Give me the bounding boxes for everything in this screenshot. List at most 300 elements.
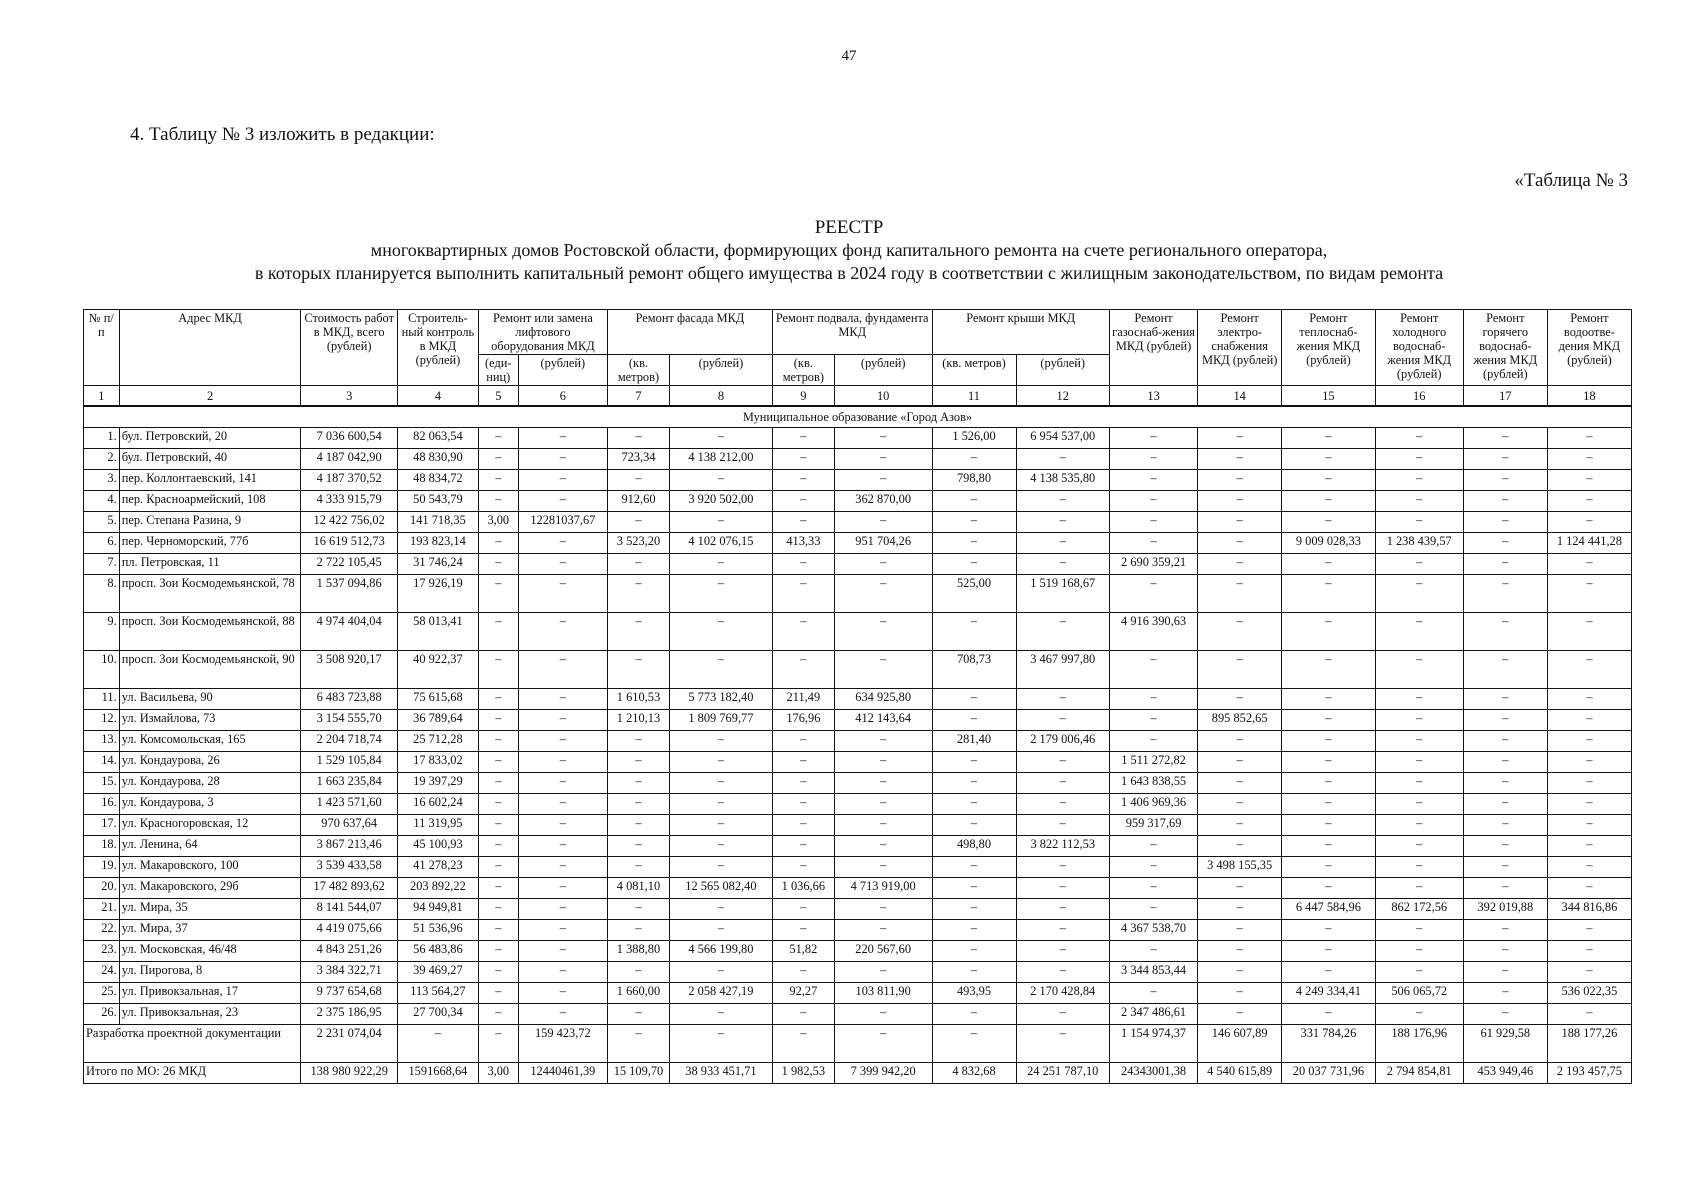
total-row — [84, 1063, 1632, 1084]
table-cell: – — [669, 470, 772, 491]
table-cell: 159 423,72 — [518, 1025, 607, 1063]
row-number: 2. — [84, 449, 120, 470]
table-cell: 1 423 571,60 — [301, 794, 398, 815]
table-cell: 5 773 182,40 — [669, 689, 772, 710]
table-cell: – — [1016, 752, 1109, 773]
table-cell: – — [518, 836, 607, 857]
table-row — [84, 983, 1632, 1004]
table-cell: – — [1282, 575, 1375, 613]
table-cell: – — [1282, 752, 1375, 773]
total-cell: 138 980 922,29 — [301, 1063, 398, 1084]
total-cell: 1591668,64 — [397, 1063, 478, 1084]
table-cell: – — [518, 554, 607, 575]
table-cell: – — [772, 773, 834, 794]
table-cell: – — [608, 428, 670, 449]
row-number: 21. — [84, 899, 120, 920]
table-cell: – — [1016, 449, 1109, 470]
table-cell: – — [518, 920, 607, 941]
total-cell: 453 949,46 — [1463, 1063, 1547, 1084]
table-row — [84, 920, 1632, 941]
table-cell: 2 347 486,61 — [1109, 1004, 1197, 1025]
row-number: 7. — [84, 554, 120, 575]
table-cell: – — [397, 1025, 478, 1063]
header-address: Адрес МКД — [119, 310, 301, 386]
table-cell: – — [1282, 962, 1375, 983]
table-cell: 525,00 — [932, 575, 1016, 613]
table-row — [84, 710, 1632, 731]
column-number: 1 — [84, 386, 120, 407]
row-address: ул. Ленина, 64 — [119, 836, 301, 857]
table-cell: – — [518, 470, 607, 491]
table-cell: – — [478, 962, 518, 983]
table-cell: – — [478, 857, 518, 878]
table-cell: – — [1375, 773, 1463, 794]
table-cell: – — [932, 773, 1016, 794]
table-cell: – — [1109, 575, 1197, 613]
table-cell: – — [1198, 470, 1282, 491]
table-row — [84, 815, 1632, 836]
table-cell: 39 469,27 — [397, 962, 478, 983]
table-cell: – — [1463, 983, 1547, 1004]
table-cell: – — [478, 941, 518, 962]
table-row — [84, 491, 1632, 512]
row-address: ул. Красногоровская, 12 — [119, 815, 301, 836]
table-cell: – — [834, 449, 932, 470]
table-cell: – — [478, 533, 518, 554]
total-cell: 2 193 457,75 — [1547, 1063, 1631, 1084]
table-cell: – — [1282, 857, 1375, 878]
table-cell: – — [478, 428, 518, 449]
row-address: ул. Пирогова, 8 — [119, 962, 301, 983]
table-cell: – — [834, 651, 932, 689]
table-cell: – — [1547, 857, 1631, 878]
table-cell: – — [669, 1004, 772, 1025]
table-cell: – — [518, 613, 607, 651]
row-address: пер. Черноморский, 77б — [119, 533, 301, 554]
row-address: бул. Петровский, 40 — [119, 449, 301, 470]
row-address: ул. Измайлова, 73 — [119, 710, 301, 731]
table-cell: 45 100,93 — [397, 836, 478, 857]
table-cell: – — [1016, 857, 1109, 878]
table-cell: – — [669, 920, 772, 941]
table-cell: 2 690 359,21 — [1109, 554, 1197, 575]
table-cell: – — [1282, 794, 1375, 815]
table-cell: – — [1016, 941, 1109, 962]
row-address: ул. Комсомольская, 165 — [119, 731, 301, 752]
table-cell: 3 467 997,80 — [1016, 651, 1109, 689]
table-cell: 92,27 — [772, 983, 834, 1004]
table-cell: – — [1375, 512, 1463, 533]
table-cell: 141 718,35 — [397, 512, 478, 533]
table-cell: 3 154 555,70 — [301, 710, 398, 731]
table-cell: – — [478, 613, 518, 651]
table-cell: – — [932, 815, 1016, 836]
table-cell: – — [932, 491, 1016, 512]
table-cell: 1 529 105,84 — [301, 752, 398, 773]
table-cell: – — [1547, 575, 1631, 613]
table-row — [84, 941, 1632, 962]
header-hot-water: Ремонт горячего водоснаб-жения МКД (рублей) — [1463, 310, 1547, 386]
table-cell: – — [1016, 815, 1109, 836]
table-cell: – — [1375, 731, 1463, 752]
table-cell: – — [1016, 533, 1109, 554]
table-cell: – — [1016, 899, 1109, 920]
table-cell: – — [478, 710, 518, 731]
table-cell: – — [1016, 512, 1109, 533]
table-cell: – — [772, 512, 834, 533]
table-cell: – — [1282, 428, 1375, 449]
table-cell: – — [1198, 878, 1282, 899]
table-cell: 1 406 969,36 — [1109, 794, 1197, 815]
table-cell: – — [1463, 773, 1547, 794]
table-cell: – — [1463, 962, 1547, 983]
total-cell: 38 933 451,71 — [669, 1063, 772, 1084]
table-cell: – — [478, 554, 518, 575]
table-cell: – — [1547, 815, 1631, 836]
table-cell: – — [1109, 689, 1197, 710]
table-cell: – — [1547, 878, 1631, 899]
table-cell: 188 177,26 — [1547, 1025, 1631, 1063]
table-cell: – — [1016, 689, 1109, 710]
table-cell: – — [1463, 651, 1547, 689]
table-cell: – — [932, 962, 1016, 983]
table-cell: 94 949,81 — [397, 899, 478, 920]
table-cell: 3 867 213,46 — [301, 836, 398, 857]
table-cell: 723,34 — [608, 449, 670, 470]
table-cell: – — [834, 920, 932, 941]
row-address: пер. Степана Разина, 9 — [119, 512, 301, 533]
table-cell: – — [478, 794, 518, 815]
header-drainage: Ремонт водоотве-дения МКД (рублей) — [1547, 310, 1631, 386]
column-number: 16 — [1375, 386, 1463, 407]
table-cell: – — [669, 651, 772, 689]
table-cell: – — [1016, 794, 1109, 815]
registry-table — [83, 309, 1632, 1084]
table-cell: – — [1016, 1004, 1109, 1025]
column-number: 5 — [478, 386, 518, 407]
table-cell: – — [518, 794, 607, 815]
table-row — [84, 836, 1632, 857]
table-cell: – — [1547, 773, 1631, 794]
table-cell: – — [1198, 815, 1282, 836]
table-row — [84, 794, 1632, 815]
table-cell: 58 013,41 — [397, 613, 478, 651]
table-cell: – — [518, 983, 607, 1004]
table-cell: – — [608, 512, 670, 533]
table-cell: – — [1547, 512, 1631, 533]
title-line-2: многоквартирных домов Ростовской области, формирующих фонд капитального ремонта на счете регионального оператора, — [370, 240, 1328, 260]
table-cell: 4 102 076,15 — [669, 533, 772, 554]
table-cell: – — [669, 1025, 772, 1063]
table-row — [84, 878, 1632, 899]
table-cell: – — [772, 752, 834, 773]
subheader-sqm: (кв. метров) — [608, 355, 670, 386]
table-cell: – — [932, 752, 1016, 773]
table-cell: – — [772, 651, 834, 689]
table-cell: – — [478, 1004, 518, 1025]
row-number: 26. — [84, 1004, 120, 1025]
table-cell: 41 278,23 — [397, 857, 478, 878]
table-cell: – — [1282, 920, 1375, 941]
table-cell: 4 916 390,63 — [1109, 613, 1197, 651]
row-address: ул. Привокзальная, 17 — [119, 983, 301, 1004]
table-cell: – — [1282, 773, 1375, 794]
table-cell: 17 833,02 — [397, 752, 478, 773]
table-cell: – — [518, 428, 607, 449]
table-cell: 1 526,00 — [932, 428, 1016, 449]
table-cell: – — [669, 428, 772, 449]
table-cell: – — [1282, 815, 1375, 836]
table-cell: 12 422 756,02 — [301, 512, 398, 533]
table-cell: – — [834, 470, 932, 491]
row-number: 8. — [84, 575, 120, 613]
table-cell: – — [1198, 752, 1282, 773]
table-cell: – — [608, 794, 670, 815]
table-cell: – — [1375, 449, 1463, 470]
table-cell: 17 926,19 — [397, 575, 478, 613]
row-address: просп. Зои Космодемьянской, 90 — [119, 651, 301, 689]
column-number: 15 — [1282, 386, 1375, 407]
table-cell: – — [608, 857, 670, 878]
table-cell: – — [932, 857, 1016, 878]
table-cell: 3 344 853,44 — [1109, 962, 1197, 983]
table-cell: 3 822 112,53 — [1016, 836, 1109, 857]
table-cell: – — [1463, 575, 1547, 613]
table-cell: – — [932, 794, 1016, 815]
row-number: 19. — [84, 857, 120, 878]
table-cell: 188 176,96 — [1375, 1025, 1463, 1063]
row-address: ул. Привокзальная, 23 — [119, 1004, 301, 1025]
table-cell: – — [834, 554, 932, 575]
table-cell: – — [1463, 613, 1547, 651]
total-cell: 7 399 942,20 — [834, 1063, 932, 1084]
table-cell: – — [478, 836, 518, 857]
table-cell: – — [608, 470, 670, 491]
table-cell: 6 483 723,88 — [301, 689, 398, 710]
table-cell: – — [1198, 983, 1282, 1004]
table-cell: 4 187 370,52 — [301, 470, 398, 491]
table-cell: – — [1282, 613, 1375, 651]
table-cell: – — [478, 773, 518, 794]
table-cell: 970 637,64 — [301, 815, 398, 836]
table-cell: – — [1109, 512, 1197, 533]
table-cell: 506 065,72 — [1375, 983, 1463, 1004]
table-cell: – — [1198, 613, 1282, 651]
subheader-rubles: (рублей) — [1016, 355, 1109, 386]
table-cell: – — [772, 920, 834, 941]
table-row — [84, 857, 1632, 878]
table-cell: – — [608, 575, 670, 613]
table-cell: – — [932, 512, 1016, 533]
table-row — [84, 533, 1632, 554]
row-address: ул. Московская, 46/48 — [119, 941, 301, 962]
table-cell: – — [1198, 512, 1282, 533]
table-cell: – — [1198, 731, 1282, 752]
row-number: 12. — [84, 710, 120, 731]
table-cell: – — [932, 899, 1016, 920]
table-cell: 146 607,89 — [1198, 1025, 1282, 1063]
column-number: 9 — [772, 386, 834, 407]
table-cell: 31 746,24 — [397, 554, 478, 575]
table-cell: – — [518, 857, 607, 878]
table-cell: – — [608, 731, 670, 752]
header-total-cost: Стоимость работ в МКД, всего (рублей) — [301, 310, 398, 386]
row-number: 25. — [84, 983, 120, 1004]
table-cell: 1 036,66 — [772, 878, 834, 899]
table-cell: – — [518, 941, 607, 962]
table-cell: 1 238 439,57 — [1375, 533, 1463, 554]
row-address: ул. Кондаурова, 3 — [119, 794, 301, 815]
row-number: 4. — [84, 491, 120, 512]
table-cell: 4 333 915,79 — [301, 491, 398, 512]
row-number: 9. — [84, 613, 120, 651]
table-row — [84, 651, 1632, 689]
table-cell: – — [1109, 857, 1197, 878]
table-cell: – — [669, 794, 772, 815]
table-cell: – — [932, 878, 1016, 899]
table-cell: – — [478, 983, 518, 1004]
table-cell: – — [1109, 449, 1197, 470]
table-row — [84, 575, 1632, 613]
header-heat: Ремонт теплоснаб-жения МКД (рублей) — [1282, 310, 1375, 386]
table-cell: – — [1198, 899, 1282, 920]
table-cell: – — [1282, 512, 1375, 533]
table-cell: 48 834,72 — [397, 470, 478, 491]
row-number: 3. — [84, 470, 120, 491]
table-cell: – — [1375, 752, 1463, 773]
table-cell: 82 063,54 — [397, 428, 478, 449]
table-cell: – — [772, 491, 834, 512]
table-cell: 862 172,56 — [1375, 899, 1463, 920]
table-cell: – — [1109, 470, 1197, 491]
table-cell: – — [608, 613, 670, 651]
table-cell: – — [1282, 710, 1375, 731]
table-cell: – — [834, 731, 932, 752]
table-cell: 48 830,90 — [397, 449, 478, 470]
table-cell: – — [669, 773, 772, 794]
table-cell: – — [1016, 710, 1109, 731]
table-cell: 412 143,64 — [834, 710, 932, 731]
subheader-sqm: (кв. метров) — [772, 355, 834, 386]
table-cell: – — [834, 836, 932, 857]
table-cell: – — [1463, 794, 1547, 815]
subheader-rubles: (рублей) — [518, 355, 607, 386]
table-cell: – — [932, 920, 1016, 941]
table-cell: – — [1109, 710, 1197, 731]
table-cell: – — [1463, 836, 1547, 857]
table-cell: – — [834, 794, 932, 815]
header-cold-water: Ремонт холодного водоснаб-жения МКД (рублей) — [1375, 310, 1463, 386]
table-cell: – — [608, 899, 670, 920]
header-roof: Ремонт крыши МКД — [932, 310, 1109, 355]
table-cell: 1 511 272,82 — [1109, 752, 1197, 773]
table-cell: – — [1375, 575, 1463, 613]
table-cell: – — [1109, 836, 1197, 857]
table-cell: – — [772, 836, 834, 857]
table-cell: – — [1463, 815, 1547, 836]
table-cell: – — [1109, 731, 1197, 752]
table-cell: – — [518, 731, 607, 752]
table-cell: 498,80 — [932, 836, 1016, 857]
table-cell: 2 231 074,04 — [301, 1025, 398, 1063]
table-cell: – — [608, 554, 670, 575]
row-number: 24. — [84, 962, 120, 983]
subheader-rubles: (рублей) — [834, 355, 932, 386]
table-cell: 2 722 105,45 — [301, 554, 398, 575]
table-cell: – — [1463, 689, 1547, 710]
table-cell: – — [1547, 794, 1631, 815]
table-cell: 912,60 — [608, 491, 670, 512]
table-cell: – — [1463, 710, 1547, 731]
table-cell: – — [1547, 470, 1631, 491]
table-cell: – — [518, 962, 607, 983]
table-cell: 6 954 537,00 — [1016, 428, 1109, 449]
table-cell: – — [1547, 428, 1631, 449]
table-cell: – — [1547, 613, 1631, 651]
table-row — [84, 449, 1632, 470]
table-cell: – — [1016, 920, 1109, 941]
subheader-sqm: (кв. метров) — [932, 355, 1016, 386]
table-cell: 75 615,68 — [397, 689, 478, 710]
table-cell: 1 809 769,77 — [669, 710, 772, 731]
table-cell: – — [1375, 815, 1463, 836]
table-cell: – — [1375, 941, 1463, 962]
table-cell: – — [1282, 651, 1375, 689]
row-number: 11. — [84, 689, 120, 710]
column-number: 12 — [1016, 386, 1109, 407]
column-number-row — [84, 386, 1632, 407]
table-cell: 3 498 155,35 — [1198, 857, 1282, 878]
table-cell: – — [1463, 752, 1547, 773]
table-cell: – — [834, 613, 932, 651]
table-cell: 493,95 — [932, 983, 1016, 1004]
table-cell: – — [932, 689, 1016, 710]
header-electric: Ремонт электро-снабжения МКД (рублей) — [1198, 310, 1282, 386]
table-cell: – — [1463, 428, 1547, 449]
table-cell: 113 564,27 — [397, 983, 478, 1004]
table-cell: – — [932, 710, 1016, 731]
table-cell: – — [608, 920, 670, 941]
table-cell: 211,49 — [772, 689, 834, 710]
subheader-rubles: (рублей) — [669, 355, 772, 386]
table-cell: – — [608, 836, 670, 857]
table-cell: 40 922,37 — [397, 651, 478, 689]
table-cell: 1 210,13 — [608, 710, 670, 731]
table-cell: 634 925,80 — [834, 689, 932, 710]
table-cell: – — [834, 575, 932, 613]
table-cell: – — [1375, 878, 1463, 899]
table-row — [84, 773, 1632, 794]
table-cell: – — [1109, 899, 1197, 920]
table-cell: – — [1198, 962, 1282, 983]
table-cell: – — [1375, 1004, 1463, 1025]
table-cell: – — [1375, 470, 1463, 491]
table-cell: – — [608, 815, 670, 836]
subheader-units: (еди-ниц) — [478, 355, 518, 386]
document-title — [60, 216, 1638, 285]
table-cell: 4 138 212,00 — [669, 449, 772, 470]
table-cell: – — [1016, 878, 1109, 899]
table-cell: – — [1547, 554, 1631, 575]
table-cell: 3,00 — [478, 512, 518, 533]
table-cell: – — [669, 962, 772, 983]
column-number: 18 — [1547, 386, 1631, 407]
table-cell: 220 567,60 — [834, 941, 932, 962]
table-cell: 4 367 538,70 — [1109, 920, 1197, 941]
row-address: ул. Мира, 37 — [119, 920, 301, 941]
table-cell: – — [1463, 491, 1547, 512]
total-cell: 24 251 787,10 — [1016, 1063, 1109, 1084]
